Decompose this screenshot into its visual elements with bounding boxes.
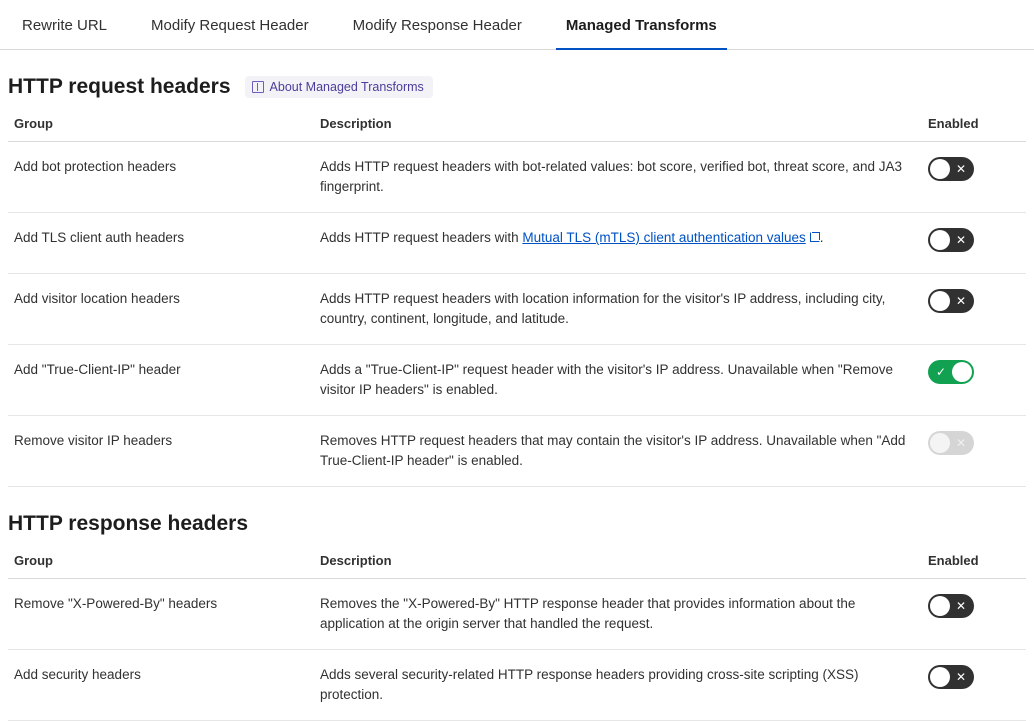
table-row: [8, 213, 1026, 274]
toggle-add-true-client-ip-header[interactable]: [928, 360, 974, 384]
row-description: Adds HTTP request headers with location information for the visitor's IP address, including city, country, continent, longitude, and latitude.: [314, 274, 922, 345]
row-description-prefix: Adds HTTP request headers with: [320, 230, 523, 245]
section-http-request-headers: [0, 50, 1034, 487]
page-title-response-headers: HTTP response headers: [8, 512, 249, 535]
column-header-group: Group: [8, 547, 314, 579]
toggle-knob: [930, 596, 950, 616]
toggle-knob: [930, 291, 950, 311]
row-group-label: Add "True-Client-IP" header: [8, 345, 314, 416]
row-description: Adds HTTP request headers with bot-related values: bot score, verified bot, threat score, and JA3 fingerprint.: [314, 142, 922, 213]
external-link-icon: [810, 232, 820, 242]
row-description: [314, 213, 922, 274]
section-header-response: [0, 487, 1034, 547]
table-row: [8, 142, 1026, 213]
toggle-off-icon: ✕: [955, 436, 966, 450]
table-row: [8, 274, 1026, 345]
toggle-add-bot-protection-headers[interactable]: [928, 157, 974, 181]
toggle-knob: [952, 362, 972, 382]
table-row: [8, 650, 1026, 721]
toggle-knob: [930, 159, 950, 179]
row-description-suffix: .: [819, 230, 824, 245]
row-enabled-cell: [922, 579, 1026, 650]
row-group-label: Add bot protection headers: [8, 142, 314, 213]
mtls-client-auth-link[interactable]: Mutual TLS (mTLS) client authentication values: [522, 230, 806, 245]
toggle-add-tls-client-auth-headers[interactable]: [928, 228, 974, 252]
toggle-off-icon: ✕: [955, 599, 966, 613]
response-headers-table: [8, 547, 1026, 721]
row-enabled-cell: [922, 213, 1026, 274]
toggle-knob: [930, 667, 950, 687]
toggle-knob: [930, 433, 950, 453]
toggle-knob: [930, 230, 950, 250]
row-enabled-cell: [922, 274, 1026, 345]
column-header-enabled: Enabled: [922, 110, 1026, 142]
toggle-add-security-headers[interactable]: [928, 665, 974, 689]
row-description: Removes HTTP request headers that may contain the visitor's IP address. Unavailable when "Add True-Client-IP header" is enabled.: [314, 416, 922, 487]
row-enabled-cell: [922, 416, 1026, 487]
about-managed-transforms-link[interactable]: [245, 76, 433, 98]
tab-managed-transforms[interactable]: Managed Transforms: [544, 17, 739, 49]
table-row: [8, 416, 1026, 487]
table-row: [8, 579, 1026, 650]
column-header-description: Description: [314, 110, 922, 142]
column-header-description: Description: [314, 547, 922, 579]
column-header-enabled: Enabled: [922, 547, 1026, 579]
toggle-off-icon: ✕: [955, 294, 966, 308]
request-headers-table: [8, 110, 1026, 487]
row-enabled-cell: [922, 142, 1026, 213]
row-description: Adds several security-related HTTP response headers providing cross-site scripting (XSS) protection.: [314, 650, 922, 721]
row-description: Removes the "X-Powered-By" HTTP response header that provides information about the application at the origin server that handled the request.: [314, 579, 922, 650]
row-enabled-cell: [922, 650, 1026, 721]
row-enabled-cell: [922, 345, 1026, 416]
book-icon: [252, 81, 264, 93]
toggle-on-icon: ✓: [936, 365, 947, 379]
section-http-response-headers: [0, 487, 1034, 721]
row-group-label: Add TLS client auth headers: [8, 213, 314, 274]
section-header-request: [0, 50, 1034, 110]
toggle-off-icon: ✕: [955, 233, 966, 247]
toggle-off-icon: ✕: [955, 162, 966, 176]
row-group-label: Add security headers: [8, 650, 314, 721]
toggle-remove-visitor-ip-headers: [928, 431, 974, 455]
row-group-label: Add visitor location headers: [8, 274, 314, 345]
row-description: Adds a "True-Client-IP" request header with the visitor's IP address. Unavailable when "Remove visitor IP headers" is enabled.: [314, 345, 922, 416]
toggle-off-icon: ✕: [955, 670, 966, 684]
tab-modify-response-header[interactable]: Modify Response Header: [352, 17, 522, 34]
tab-bar: [0, 0, 1034, 50]
table-header-row: [8, 110, 1026, 142]
tab-rewrite-url[interactable]: Rewrite URL: [22, 17, 108, 34]
row-group-label: Remove "X-Powered-By" headers: [8, 579, 314, 650]
about-pill-label: About Managed Transforms: [269, 80, 424, 94]
toggle-add-visitor-location-headers[interactable]: [928, 289, 974, 313]
toggle-remove-x-powered-by-headers[interactable]: [928, 594, 974, 618]
row-group-label: Remove visitor IP headers: [8, 416, 314, 487]
page-title-request-headers: HTTP request headers: [8, 75, 231, 98]
tab-modify-request-header[interactable]: Modify Request Header: [151, 17, 309, 34]
column-header-group: Group: [8, 110, 314, 142]
table-header-row: [8, 547, 1026, 579]
table-row: [8, 345, 1026, 416]
